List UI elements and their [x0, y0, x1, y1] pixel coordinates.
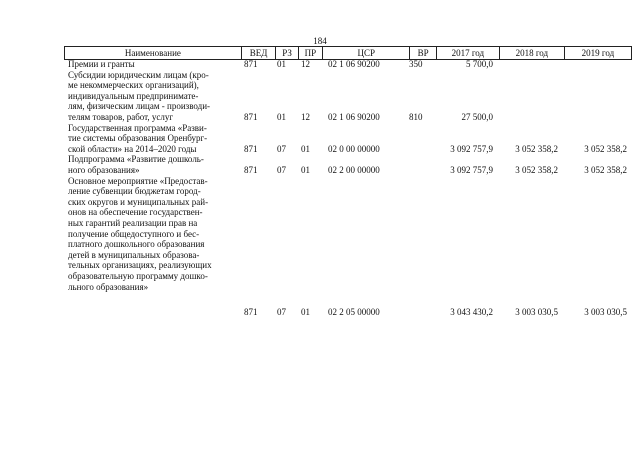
row-name-line: Премии и гранты	[68, 59, 135, 69]
row-name	[68, 176, 238, 293]
row-2019: 3 003 030,5	[584, 306, 627, 317]
row-name-line: телям товаров, работ, услуг	[68, 111, 174, 122]
row-pr: 01	[301, 164, 310, 175]
row-rz: 07	[277, 306, 286, 317]
row-2017: 27 500,0	[461, 111, 493, 122]
row-rz: 07	[277, 164, 286, 175]
row-name-line: лям, физическим лицам - производи-	[68, 101, 211, 112]
row-ved: 871	[244, 164, 258, 175]
row-rz: 01	[277, 59, 286, 69]
column-header-pr: ПР	[298, 47, 322, 60]
row-name-line: ме некоммерческих организаций),	[68, 80, 199, 91]
row-2017: 3 092 757,9	[450, 143, 493, 154]
row-vr: 350	[409, 59, 423, 69]
row-pr: 12	[301, 59, 310, 69]
row-name	[68, 123, 238, 155]
row-pr: 12	[301, 111, 310, 122]
column-header-csr: ЦСР	[323, 47, 410, 60]
row-csr: 02 0 00 00000	[328, 143, 380, 154]
row-rz: 07	[277, 143, 286, 154]
row-name	[68, 59, 238, 70]
row-name-line: тие системы образования Оренбург-	[68, 133, 208, 144]
row-name-line: ских округов и муниципальных рай-	[68, 196, 209, 207]
row-name-line: образовательную программу дошко-	[68, 270, 208, 281]
column-header-2019: 2019 год	[564, 47, 631, 60]
row-2017: 5 700,0	[466, 59, 493, 69]
row-ved: 871	[244, 59, 258, 69]
row-name-line: Субсидии юридическим лицам (кро-	[68, 69, 209, 80]
column-header-2017: 2017 год	[436, 47, 499, 60]
row-name-line: детей в муниципальных образова-	[68, 249, 200, 260]
row-ved: 871	[244, 143, 258, 154]
row-name-line: ных гарантий реализации прав на	[68, 217, 198, 228]
row-2017: 3 043 430,2	[450, 306, 493, 317]
column-header-ved: ВЕД	[241, 47, 276, 60]
row-name-line: льного образования»	[68, 281, 149, 292]
column-header-name: Наименование	[65, 47, 242, 60]
row-name	[68, 70, 238, 123]
row-name-line: Подпрограмма «Развитие дошколь-	[68, 154, 204, 165]
row-vr: 810	[409, 111, 423, 122]
row-csr: 02 2 05 00000	[328, 306, 380, 317]
row-pr: 01	[301, 306, 310, 317]
row-name-line: ление субвенции бюджетам город-	[68, 186, 201, 197]
row-2018: 3 052 358,2	[515, 143, 558, 154]
row-name-line: тельных организациях, реализующих	[68, 260, 212, 271]
row-name-line: платного дошкольного образования	[68, 239, 205, 250]
row-ved: 871	[244, 111, 258, 122]
row-csr: 02 2 00 00000	[328, 164, 380, 175]
row-2019: 3 052 358,2	[584, 164, 627, 175]
row-name-line: Государственная программа «Разви-	[68, 122, 207, 133]
row-2017: 3 092 757,9	[450, 164, 493, 175]
row-ved: 871	[244, 306, 258, 317]
row-rz: 01	[277, 111, 286, 122]
column-header-rz: РЗ	[276, 47, 298, 60]
row-name	[68, 154, 238, 175]
row-name-line: Основное мероприятие «Предостав-	[68, 175, 208, 186]
row-pr: 01	[301, 143, 310, 154]
row-csr: 02 1 06 90200	[328, 111, 380, 122]
row-name-line: ного образования»	[68, 164, 140, 175]
row-name-line: индивидуальным предпринимате-	[68, 90, 199, 101]
row-2019: 3 052 358,2	[584, 143, 627, 154]
row-name-line: ской области» на 2014–2020 годы	[68, 143, 197, 154]
row-2018: 3 003 030,5	[515, 306, 558, 317]
page-number: 184	[313, 36, 327, 46]
row-name-line: получение общедоступного и бес-	[68, 228, 200, 239]
row-name-line: онов на обеспечение государствен-	[68, 207, 203, 218]
column-header-2018: 2018 год	[499, 47, 564, 60]
table-header	[64, 46, 632, 60]
row-csr: 02 1 06 90200	[328, 59, 380, 69]
row-2018: 3 052 358,2	[515, 164, 558, 175]
column-header-vr: ВР	[410, 47, 436, 60]
